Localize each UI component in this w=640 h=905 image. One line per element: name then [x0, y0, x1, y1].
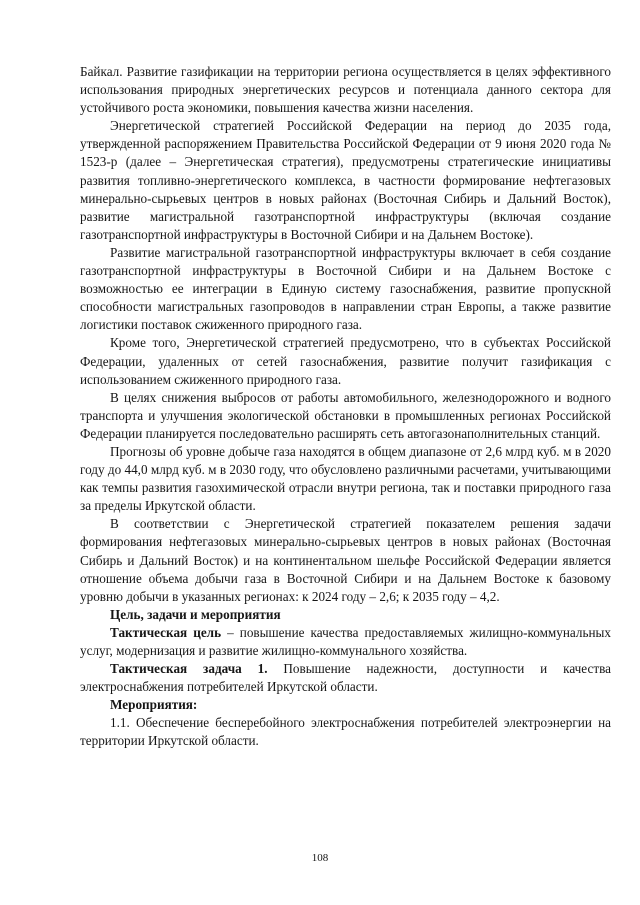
tactical-goal-text: – повышение качества предоставляемых жилищно-коммунальных услуг, модернизация и развитие жилищно-коммунального хозяйства. [80, 624, 611, 658]
tactical-goal-label: Тактическая цель [110, 624, 222, 640]
paragraph-energy-strategy: Энергетической стратегией Российской Федерации на период до 2035 года, утвержденной распоряжением Правительства Российской Федерации от 9 июня 2020 года № 1523-р (далее – Энергетическая стратегия), предусмотрены стратегические инициативы развития топливно-энергетического комплекса, в частности формирование нефтегазовых минерально-сырьевых центров в новых районах (Восточная Сибирь и Дальний Восток), развитие магистральной газотранспортной инфраструктуры (включая создание газотранспортной инфраструктуры в Восточной Сибири и на Дальнем Востоке). [80, 118, 611, 242]
section-heading: Цель, задачи и мероприятия [110, 606, 281, 622]
paragraph-lng-gasification: Кроме того, Энергетической стратегией предусмотрено, что в субъектах Российской Федерации, удаленных от сетей газоснабжения, развитие получит газификация с использованием сжиженного природного газа. [80, 335, 611, 387]
paragraph-emissions: В целях снижения выбросов от работы автомобильного, железнодорожного и водного транспорта и улучшения экологической обстановки в промышленных регионах Российской Федерации планируется последовательно расширять сеть автогазонаполнительных станций. [80, 389, 611, 441]
tactical-task [80, 660, 611, 696]
measures-heading: Мероприятия: [110, 697, 198, 713]
document-body [80, 63, 611, 751]
tactical-task-label: Тактическая задача 1. [110, 661, 268, 677]
paragraph-gasification: Байкал. Развитие газификации на территории региона осуществляется в целях эффективного использования природных энергетических ресурсов и потенциала данного сектора для устойчивого роста экономики, повышения качества жизни населения. [80, 64, 611, 116]
paragraph-forecasts: Прогнозы об уровне добыче газа находятся в общем диапазоне от 2,6 млрд куб. м в 2020 году до 44,0 млрд куб. м в 2030 году, что обусловлено различными расчетами, учитывающими как темпы развития газохимической отрасли внутри региона, так и поставки природного газа за пределы Иркутской области. [80, 443, 611, 514]
tactical-goal [80, 624, 611, 660]
tactical-task-text: Повышение надежности, доступности и качества электроснабжения потребителей Иркутской области. [80, 661, 612, 695]
paragraph-indicator: В соответствии с Энергетической стратегией показателем решения задачи формирования нефтегазовых минерально-сырьевых центров в новых районах (Восточная Сибирь и Дальний Восток) и на континентальном шельфе Российской Федерации является отношение объема добычи газа в Восточной Сибири и на Дальнем Востоке к базовому уровню добычи в указанных регионах: к 2024 году – 2,6; к 2035 году – 4,2. [80, 516, 611, 604]
paragraph-gas-infrastructure: Развитие магистральной газотранспортной инфраструктуры включает в себя создание газотранспортной инфраструктуры в Восточной Сибири и на Дальнем Востоке с возможностью ее интеграции в Единую систему газоснабжения, развитие пропускной способности магистральных газопроводов в направлении стран Европы, а также развитие логистики поставок сжиженного природного газа. [80, 244, 611, 333]
measure-1-1: 1.1. Обеспечение бесперебойного электроснабжения потребителей электроэнергии на территории Иркутской области. [80, 715, 611, 749]
page-number: 108 [311, 852, 329, 864]
